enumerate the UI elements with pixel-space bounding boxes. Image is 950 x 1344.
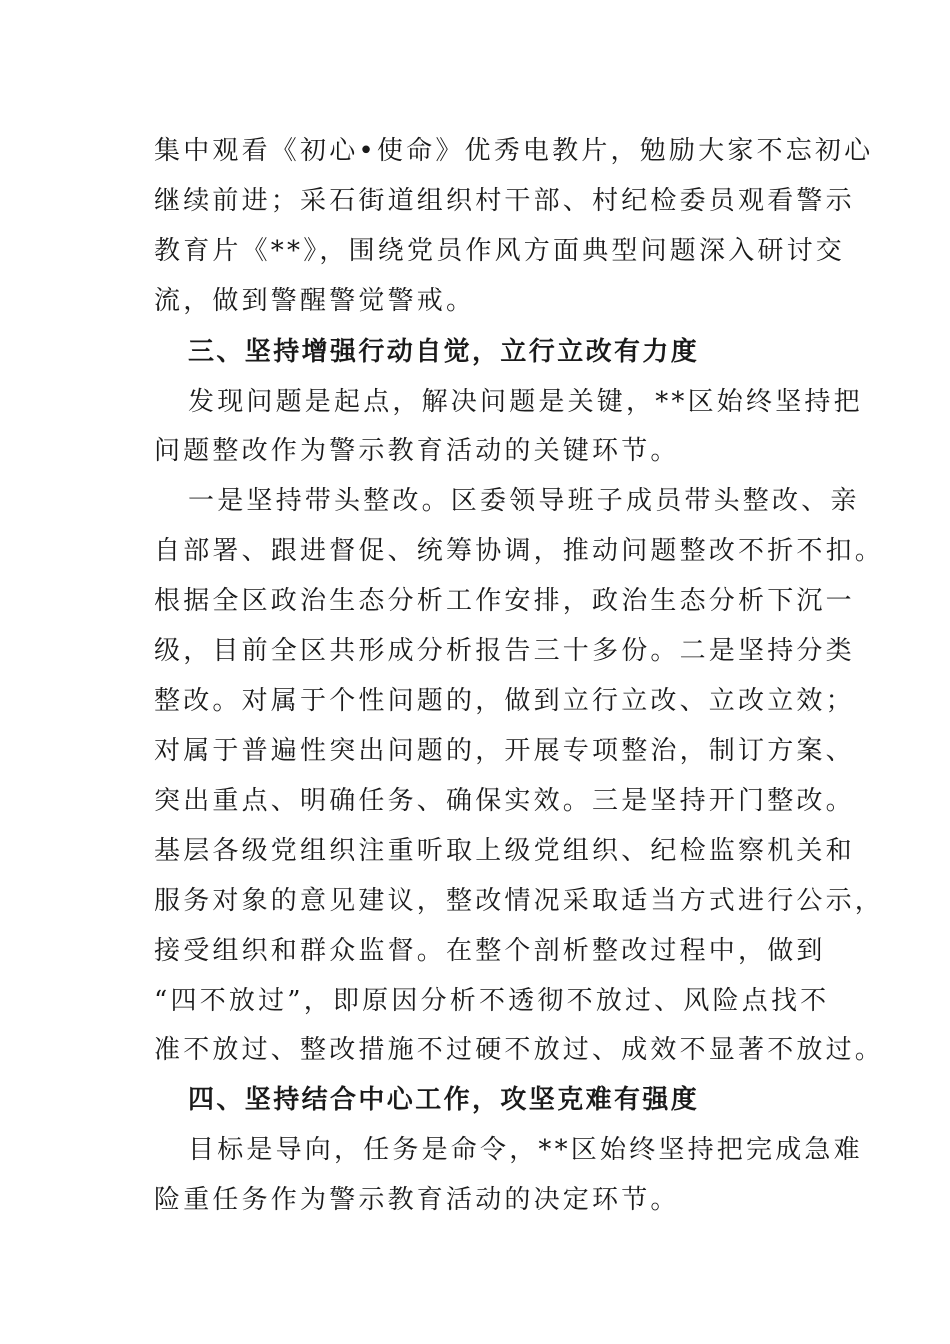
- body-text-line: 准不放过、整改措施不过硬不放过、成效不显著不放过。: [154, 1035, 885, 1065]
- body-text-line: 对属于普遍性突出问题的，开展专项整治，制订方案、: [154, 736, 855, 766]
- body-text-line: 发现问题是起点，解决问题是关键，**区始终坚持把: [188, 387, 863, 417]
- body-text-line: 教育片《**》，围绕党员作风方面典型问题深入研讨交: [154, 236, 846, 266]
- body-text-line: 险重任务作为警示教育活动的决定环节。: [154, 1185, 680, 1215]
- body-text-line: 一是坚持带头整改。区委领导班子成员带头整改、亲: [188, 486, 860, 516]
- body-text-line: 服务对象的意见建议，整改情况采取适当方式进行公示，: [154, 886, 885, 916]
- body-text-line: 问题整改作为警示教育活动的关键环节。: [154, 436, 680, 466]
- body-text-line: 继续前进；采石街道组织村干部、村纪检委员观看警示: [154, 186, 855, 216]
- body-text-line: 基层各级党组织注重听取上级党组织、纪检监察机关和: [154, 836, 855, 866]
- section-heading-4: 四、坚持结合中心工作，攻坚克难有强度: [188, 1085, 700, 1115]
- body-text-line: 级，目前全区共形成分析报告三十多份。二是坚持分类: [154, 636, 855, 666]
- section-heading-3: 三、坚持增强行动自觉，立行立改有力度: [188, 337, 700, 367]
- body-text-line: 接受组织和群众监督。在整个剖析整改过程中，做到: [154, 936, 826, 966]
- body-text-line: 目标是导向，任务是命令，**区始终坚持把完成急难: [188, 1135, 863, 1165]
- body-text-line: 整改。对属于个性问题的，做到立行立改、立改立效；: [154, 686, 855, 716]
- body-text-line: 流，做到警醒警觉警戒。: [154, 286, 476, 316]
- body-text-line: 自部署、跟进督促、统筹协调，推动问题整改不折不扣。: [154, 536, 885, 566]
- body-text-line: 根据全区政治生态分析工作安排，政治生态分析下沉一: [154, 586, 855, 616]
- body-text-line: 集中观看《初心•使命》优秀电教片，勉励大家不忘初心: [154, 136, 874, 166]
- body-text-line: 突出重点、明确任务、确保实效。三是坚持开门整改。: [154, 786, 855, 816]
- body-text-line: “四不放过”，即原因分析不透彻不放过、风险点找不: [154, 986, 830, 1016]
